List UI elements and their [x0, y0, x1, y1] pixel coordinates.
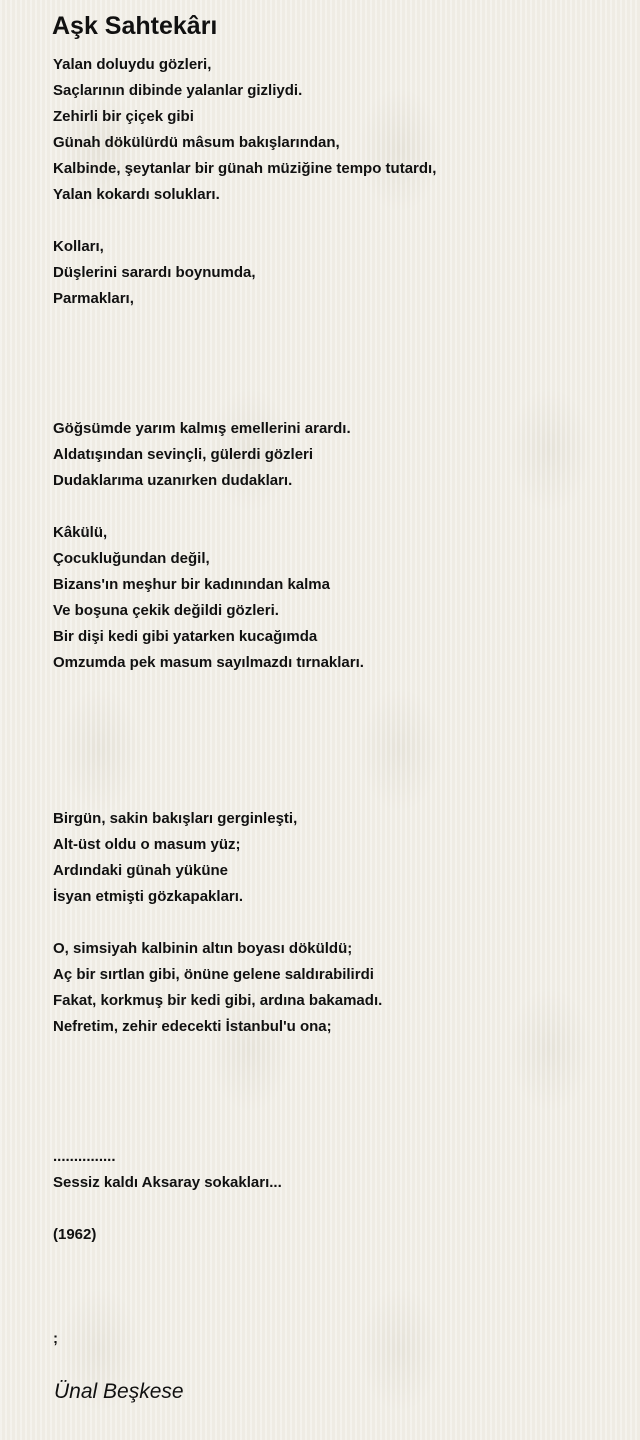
poem-line: Bizans'ın meşhur bir kadınından kalma — [53, 576, 330, 593]
poem-title: Aşk Sahtekârı — [52, 12, 218, 40]
poem-line: Aç bir sırtlan gibi, önüne gelene saldırabilirdi — [53, 966, 374, 983]
stanza-gap — [53, 1196, 613, 1222]
poem-line: Ardındaki günah yüküne — [53, 862, 229, 879]
poem-line: Sessiz kaldı Aksaray sokakları... — [53, 1174, 282, 1191]
stanza-gap — [53, 1118, 613, 1144]
stanza-gap — [53, 208, 613, 234]
poem-line: Fakat, korkmuş bir kedi gibi, ardına bakamadı. — [53, 992, 383, 1009]
poem-line: Bir dişi kedi gibi yatarken kucağımda — [53, 628, 318, 645]
poem-line: O, simsiyah kalbinin altın boyası döküldü; — [53, 940, 353, 957]
poem-line: İsyan etmişti gözkapakları. — [53, 888, 244, 905]
poem-line: Zehirli bir çiçek gibi — [53, 108, 194, 125]
stanza-gap — [53, 364, 613, 390]
poem-line: Dudaklarıma uzanırken dudakları. — [53, 472, 293, 489]
poem-line: Parmakları, — [53, 290, 134, 307]
stanza-gap — [53, 312, 613, 338]
poem-line: Aldatışından sevinçli, gülerdi gözleri — [53, 446, 314, 463]
poem-body — [53, 52, 613, 1352]
poem-line: Omzumda pek masum sayılmazdı tırnakları. — [53, 654, 364, 671]
poem-line: Kâkülü, — [53, 524, 108, 541]
poem-line: Yalan kokardı solukları. — [53, 186, 220, 203]
poem-line: Ve boşuna çekik değildi gözleri. — [53, 602, 279, 619]
stanza-gap — [53, 338, 613, 364]
stanza-gap — [53, 1248, 613, 1274]
poem-line: Düşlerini sarardı boynumda, — [53, 264, 256, 281]
stanza-gap — [53, 390, 613, 416]
poem-line: Nefretim, zehir edecekti İstanbul'u ona; — [53, 1018, 332, 1035]
poem-line: Saçlarının dibinde yalanlar gizliydi. — [53, 82, 303, 99]
stanza-gap — [53, 780, 613, 806]
stanza-gap — [53, 1274, 613, 1300]
poem-line: Birgün, sakin bakışları gerginleşti, — [53, 810, 298, 827]
stanza-gap — [53, 494, 613, 520]
stanza-gap — [53, 754, 613, 780]
stanza-gap — [53, 676, 613, 702]
poem-line: (1962) — [53, 1226, 97, 1243]
stanza-gap — [53, 910, 613, 936]
poem-line: Kolları, — [53, 238, 104, 255]
poem-line: Göğsümde yarım kalmış emellerini arardı. — [53, 420, 351, 437]
poem-line: Günah dökülürdü mâsum bakışlarından, — [53, 134, 340, 151]
poem-author: Ünal Beşkese — [54, 1380, 184, 1403]
stanza-gap — [53, 728, 613, 754]
poem-line: ; — [53, 1330, 58, 1347]
stanza-gap — [53, 1092, 613, 1118]
poem-line: Kalbinde, şeytanlar bir günah müziğine tempo tutardı, — [53, 160, 437, 177]
stanza-gap — [53, 1066, 613, 1092]
stanza-gap — [53, 1300, 613, 1326]
stanza-gap — [53, 702, 613, 728]
poem-line: ............... — [53, 1148, 116, 1165]
poem-line: Alt-üst oldu o masum yüz; — [53, 836, 241, 853]
stanza-gap — [53, 1040, 613, 1066]
poem-line: Çocukluğundan değil, — [53, 550, 210, 567]
poem-line: Yalan doluydu gözleri, — [53, 56, 212, 73]
